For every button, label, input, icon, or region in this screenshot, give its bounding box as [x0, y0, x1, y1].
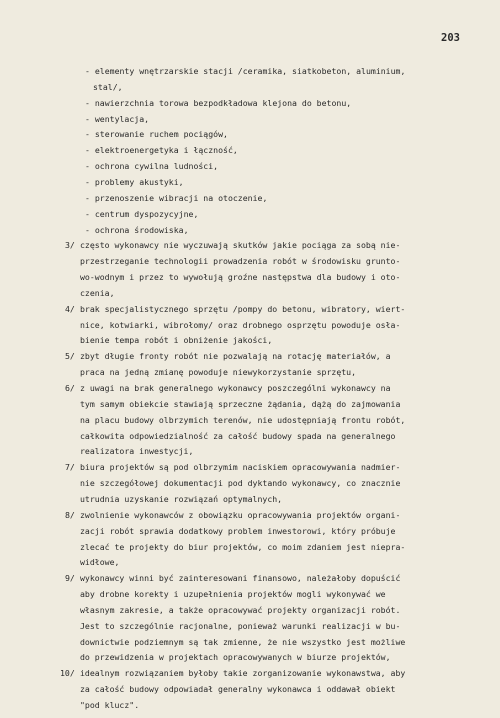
text-line: praca na jedną zmianę powoduje niewykorzystanie sprzętu, [80, 367, 357, 378]
text-line: - elementy wnętrzarskie stacji /ceramika, siatkobeton, aluminium, [85, 66, 406, 76]
text-line: często wykonawcy nie wyczuwają skutków jakie pociąga za sobą nie- [80, 240, 401, 251]
text-line: "pod klucz". [80, 700, 140, 710]
text-line: bienie tempa robót i obniżenie jakości, [80, 335, 273, 346]
text-line: realizatora inwestycji, [80, 446, 194, 457]
text-line: - wentylacja, [85, 113, 150, 124]
text-line: - nawierzchnia torowa bezpodkładowa klejona do betonu, [85, 97, 352, 108]
text-line: całkowita odpowiedzialność za całość budowy spada na generalnego [80, 430, 396, 441]
item-number: 8/ [65, 509, 75, 520]
text-line: tym samym obiekcie stawiają sprzeczne żądania, dążą do zajmowania [80, 398, 401, 409]
page-number: 203 [441, 32, 460, 44]
text-line: - sterowanie ruchem pociągów, [85, 129, 228, 140]
text-line: za całość budowy odpowiadał generalny wykonawca i oddawał obiekt [80, 684, 396, 695]
text-line: z uwagi na brak generalnego wykonawcy poszczególni wykonawcy na [80, 383, 391, 393]
item-number: 7/ [65, 462, 75, 473]
text-line: brak specjalistycznego sprzętu /pompy do betonu, wibratory, wiert- [80, 303, 406, 314]
text-line: utrudnia uzyskanie rozwiązań optymalnych, [80, 493, 283, 504]
text-line: idealnym rozwiązaniem byłoby takie zorganizowanie wykonawstwa, aby [80, 668, 406, 679]
text-line: zwolnienie wykonawców z obowiązku opracowywania projektów organi- [80, 509, 401, 520]
text-line: biura projektów są pod olbrzymim naciskiem opracowywania nadmier- [80, 462, 401, 473]
text-line: nie szczegółowej dokumentacji pod dyktando wykonawcy, co znacznie [80, 478, 401, 489]
item-number: 10/ [60, 668, 75, 679]
text-line: zlecać te projekty do biur projektów, co moim zdaniem jest niepra- [80, 541, 406, 552]
text-line: nice, kotwiarki, wibrołomy/ oraz drobnego osprzętu powoduje osła- [80, 319, 401, 330]
text-line: - centrum dyspozycyjne, [85, 208, 199, 219]
item-number: 5/ [65, 351, 75, 362]
text-line: downictwie podziemnym są tak zmienne, że nie wszystko jest możliwe [80, 636, 406, 647]
text-line: zbyt długie fronty robót nie pozwalają na rotację materiałów, a [80, 351, 391, 362]
text-line: własnym zakresie, a także opracowywać projekty organizacji robót. [80, 604, 401, 615]
text-line: zacji robót sprawia dodatkowy problem inwestorowi, który próbuje [80, 525, 396, 536]
text-line: - ochrona cywilna ludności, [85, 161, 219, 172]
item-number: 3/ [65, 240, 75, 251]
text-line: - elektroenergetyka i łączność, [85, 145, 238, 156]
item-number: 4/ [65, 303, 75, 314]
text-line: czenia, [80, 287, 115, 298]
item-number: 6/ [65, 383, 75, 393]
text-line: przestrzeganie technologii prowadzenia robót w środowisku grunto- [80, 256, 401, 267]
text-line: wo-wodnym i przez to wywołują groźne następstwa dla budowy i oto- [80, 272, 401, 283]
text-line: na placu budowy olbrzymich terenów, nie udostępniają frontu robót, [80, 414, 406, 425]
text-line: - problemy akustyki, [85, 176, 184, 187]
text-line: Jest to szczególnie racjonalne, ponieważ warunki realizacji w bu- [80, 620, 401, 631]
text-line: widłowe, [80, 557, 120, 568]
text-line: aby drobne korekty i uzupełnienia projektów mogli wykonywać we [80, 589, 386, 600]
item-number: 9/ [65, 573, 75, 584]
text-line: wykonawcy winni być zainteresowani finansowo, należałoby dopuścić [80, 573, 401, 584]
text-line: - ochrona środowiska, [85, 224, 189, 235]
text-line: - przenoszenie wibracji na otoczenie, [85, 192, 268, 203]
text-line: stal/, [93, 81, 123, 92]
text-line: do przewidzenia w projektach opracowywanych w biurze projektów, [80, 652, 391, 663]
